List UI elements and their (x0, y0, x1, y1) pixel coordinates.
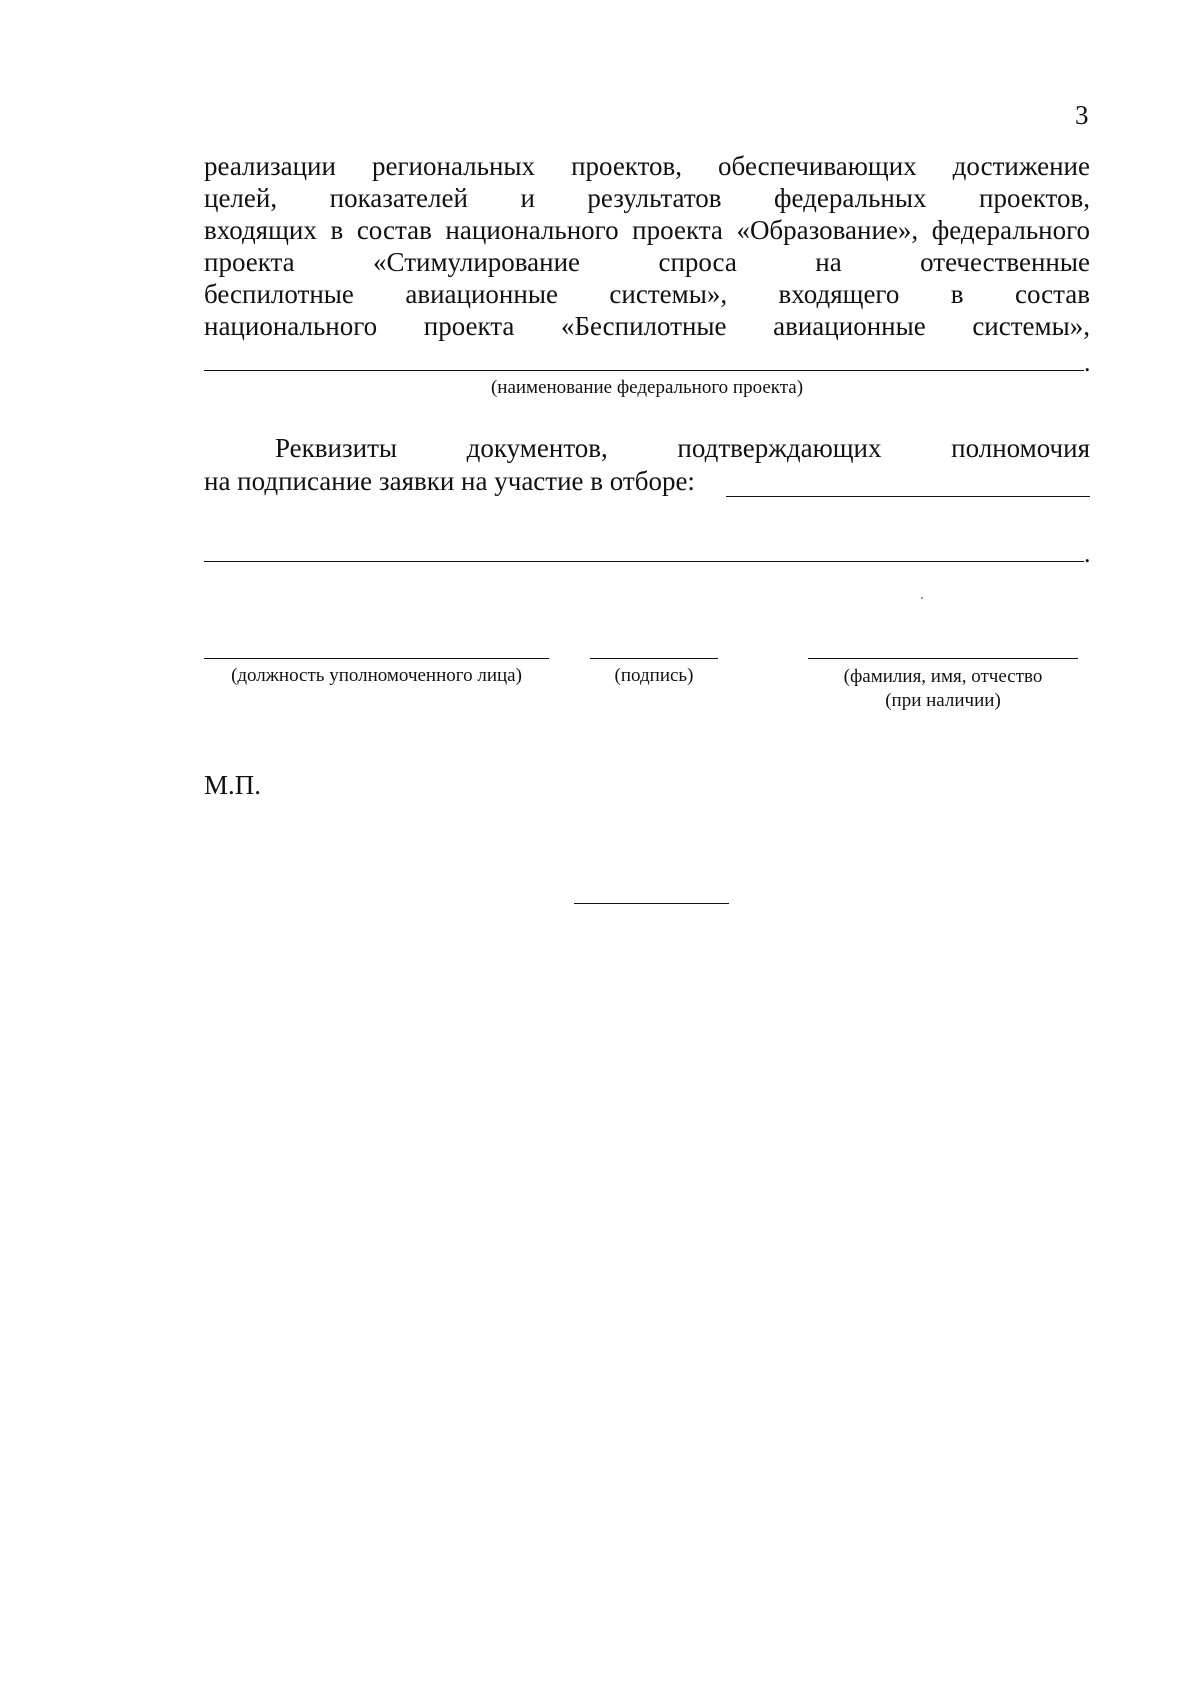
paragraph-1-line-3: входящих в состав национального проекта «Образование», федерального (204, 215, 1090, 245)
authority-documents-line-dot: . (1084, 539, 1091, 568)
authority-documents-blank-2 (204, 561, 1084, 562)
full-name-caption-line-2: (при наличии) (885, 690, 1001, 711)
position-caption: (должность уполномоченного лица) (231, 665, 522, 686)
paragraph-1-line-1: реализации региональных проектов, обеспечивающих достижение (204, 151, 1090, 181)
authority-documents-blank-1 (726, 496, 1090, 497)
page-number: 3 (1075, 100, 1089, 130)
full-name-blank (808, 658, 1078, 659)
scan-speck (921, 597, 923, 599)
signature-blank (590, 658, 718, 659)
federal-project-caption: (наименование федерального проекта) (490, 377, 804, 398)
full-name-caption-line-1: (фамилия, имя, отчество (843, 666, 1043, 687)
federal-project-line-dot: . (1084, 348, 1091, 377)
paragraph-1-line-4: проекта «Стимулирование спроса на отечественные (204, 247, 1090, 277)
paragraph-1-line-5: беспилотные авиационные системы», входящего в состав (204, 279, 1090, 309)
paragraph-2-line-1: Реквизиты документов, подтверждающих полномочия (275, 433, 1090, 463)
paragraph-1-line-2: целей, показателей и результатов федеральных проектов, (204, 183, 1090, 213)
paragraph-2-line-2: на подписание заявки на участие в отборе: (204, 466, 695, 496)
end-of-document-rule (574, 903, 729, 904)
position-blank (204, 658, 549, 659)
federal-project-name-blank (204, 370, 1084, 371)
signature-caption: (подпись) (614, 665, 694, 686)
paragraph-1-line-6: национального проекта «Беспилотные авиационные системы», (204, 311, 1090, 341)
stamp-place-label: М.П. (204, 770, 262, 800)
